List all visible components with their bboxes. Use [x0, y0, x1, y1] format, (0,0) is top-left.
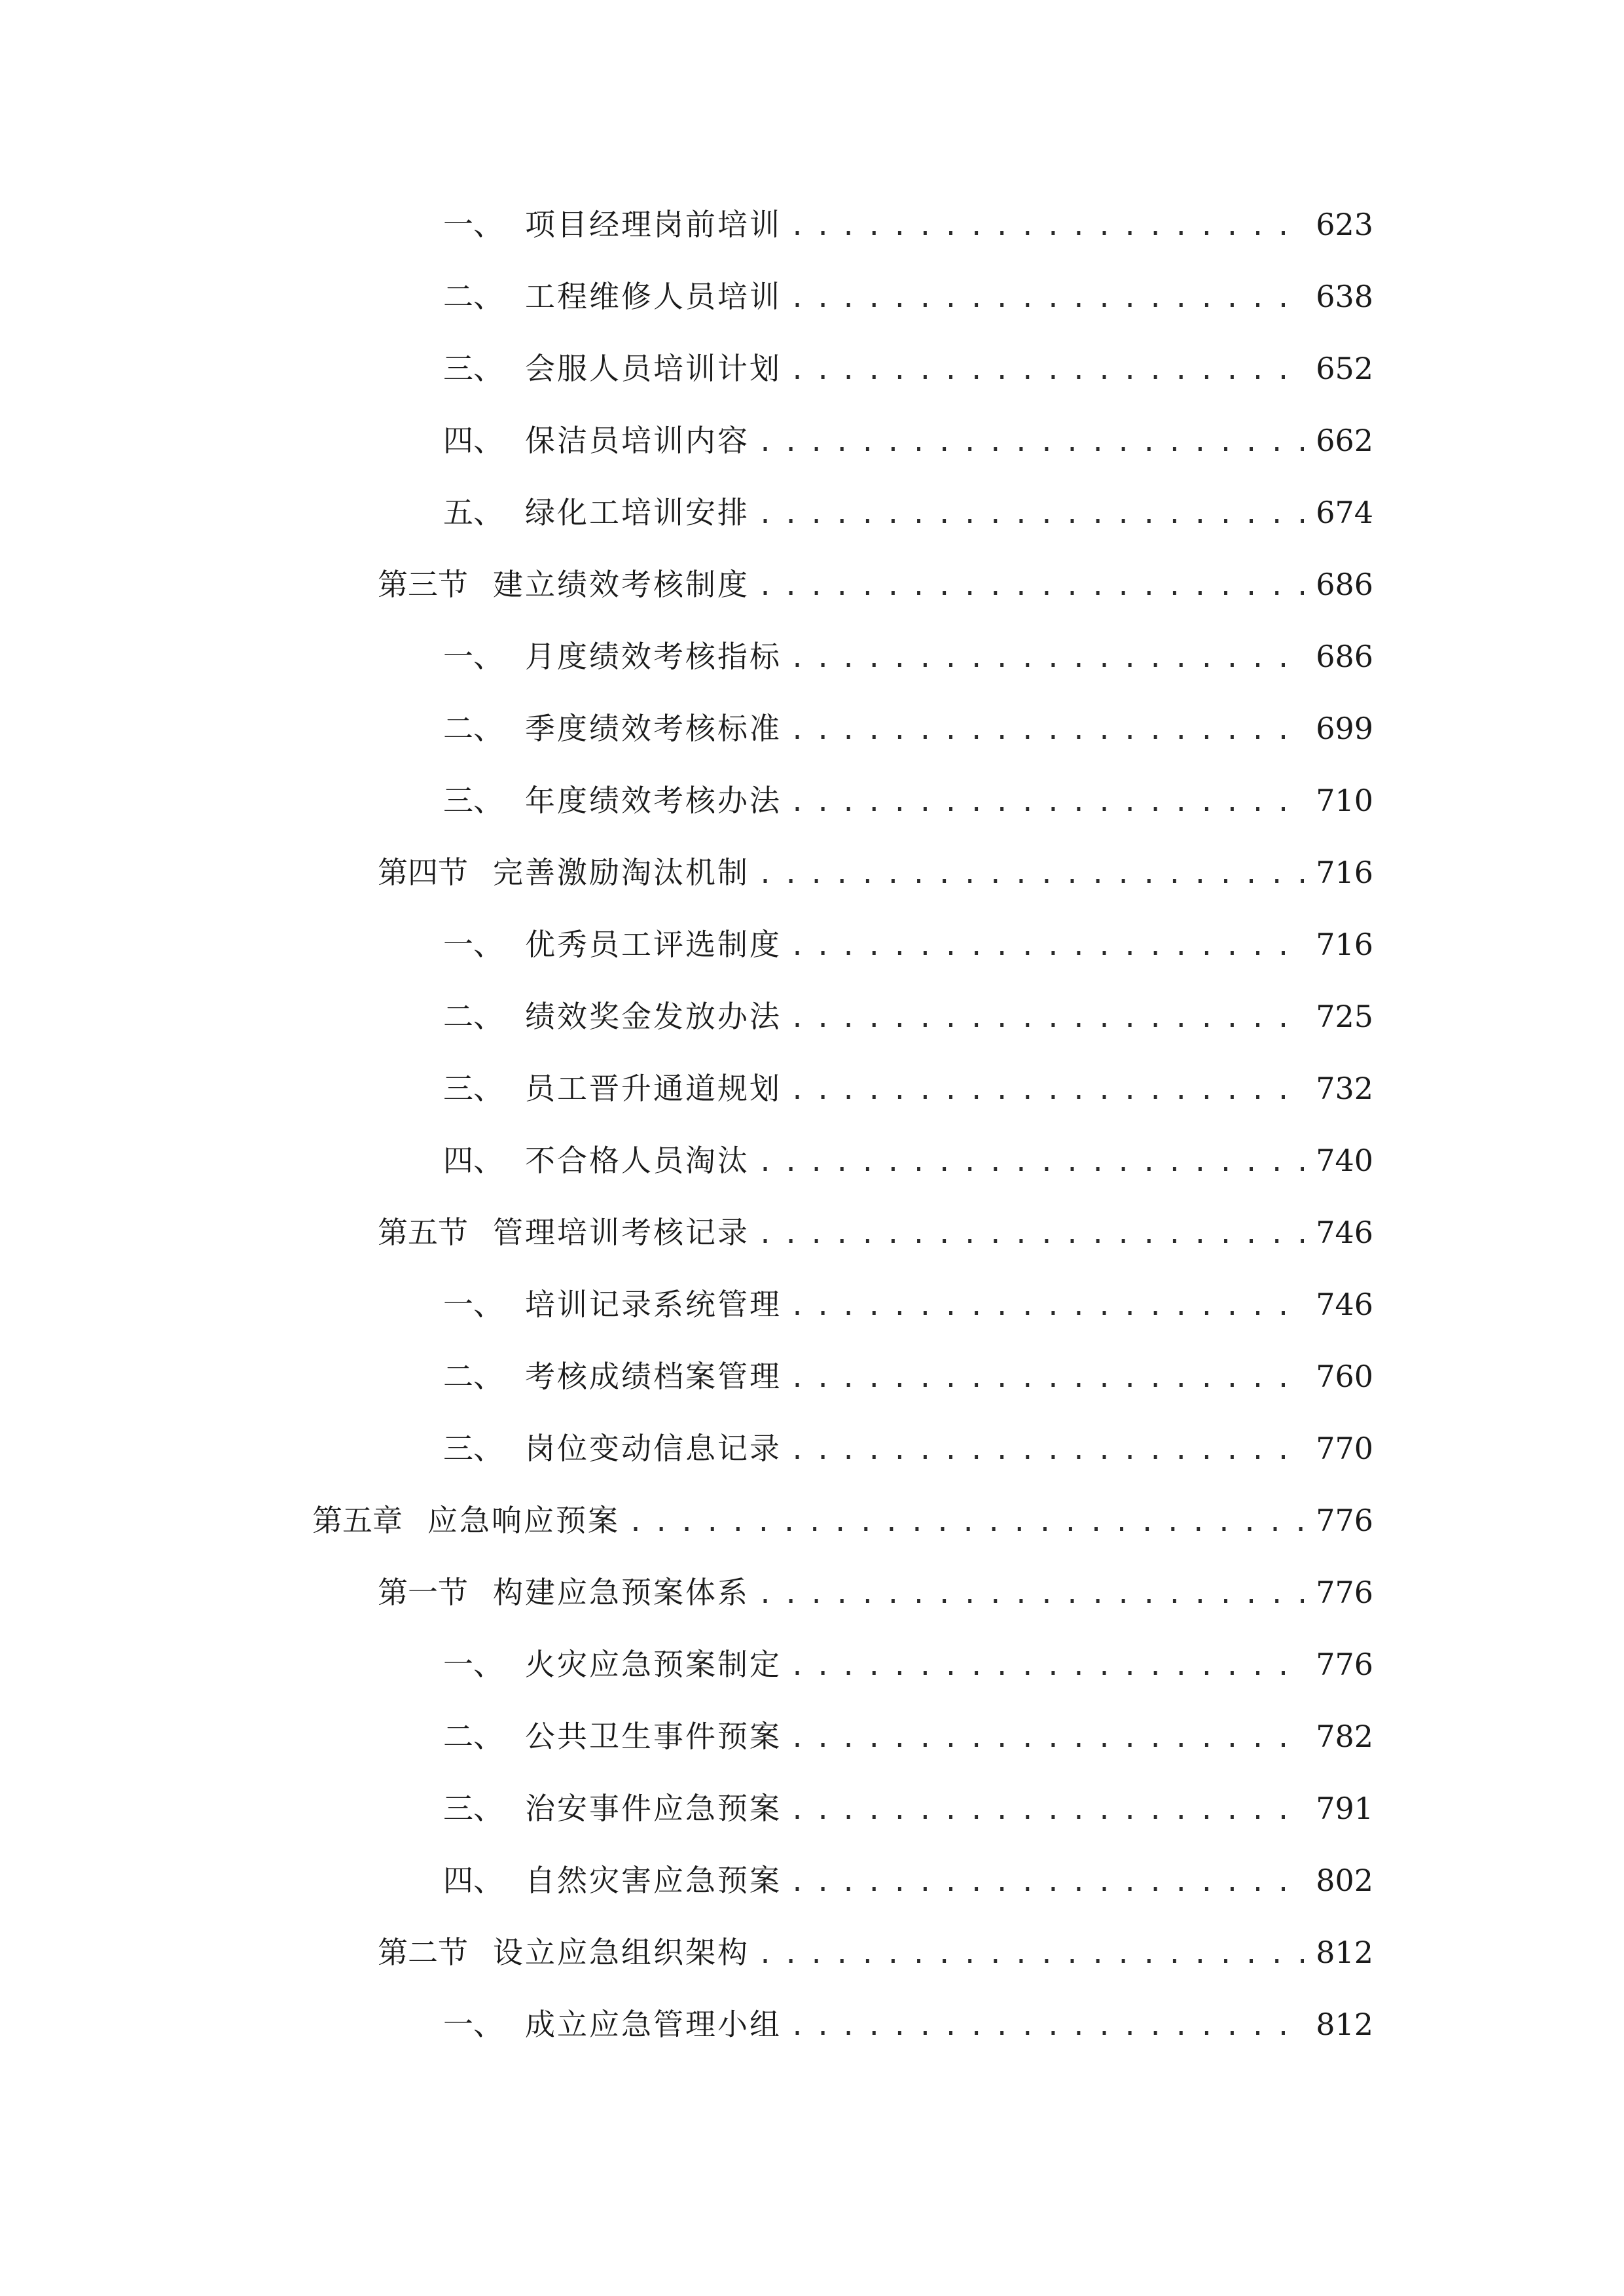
toc-entry-title: 年度绩效考核办法 [525, 783, 782, 818]
toc-entry-title: 保洁员培训内容 [525, 423, 749, 458]
toc-dot-leader [789, 920, 1304, 973]
toc-dot-leader [757, 1208, 1304, 1261]
toc-dot-leader [789, 1424, 1304, 1477]
toc-dot-leader [757, 1136, 1304, 1189]
toc-dot-leader [789, 200, 1304, 253]
toc-entry-number: 二、 [443, 1719, 503, 1754]
toc-entry-title: 公共卫生事件预案 [525, 1719, 782, 1754]
toc-entry-title: 培训记录系统管理 [525, 1287, 782, 1322]
toc-entry-title: 不合格人员淘汰 [525, 1143, 749, 1178]
toc-entry[interactable] [0, 486, 1624, 558]
toc-entry-title: 工程维修人员培训 [525, 279, 782, 314]
toc-entry[interactable] [0, 1134, 1624, 1206]
toc-entry-number: 三、 [443, 1071, 503, 1106]
toc-dot-leader [757, 416, 1304, 469]
toc-entry-number: 第二节 [378, 1935, 468, 1970]
toc-entry-page-number: 662 [1316, 423, 1373, 458]
toc-dot-leader [789, 272, 1304, 325]
toc-entry[interactable] [0, 270, 1624, 342]
toc-dot-leader [757, 848, 1304, 901]
toc-entry-title: 成立应急管理小组 [525, 2007, 782, 2042]
toc-entry[interactable] [0, 1638, 1624, 1710]
toc-entry-page-number: 776 [1316, 1503, 1373, 1538]
toc-entry-title: 会服人员培训计划 [525, 351, 782, 386]
toc-dot-leader [789, 1352, 1304, 1405]
toc-entry[interactable] [0, 918, 1624, 990]
toc-entry-number: 四、 [443, 1863, 503, 1898]
toc-entry-number: 四、 [443, 423, 503, 458]
toc-entry[interactable] [0, 702, 1624, 774]
toc-entry-number: 二、 [443, 711, 503, 746]
toc-entry-number: 二、 [443, 1359, 503, 1394]
toc-entry-page-number: 710 [1316, 783, 1373, 818]
toc-entry[interactable] [0, 198, 1624, 270]
toc-entry[interactable] [0, 1422, 1624, 1494]
toc-entry[interactable] [0, 1278, 1624, 1350]
toc-entry-number: 第五章 [312, 1503, 403, 1538]
toc-dot-leader [789, 1280, 1304, 1333]
toc-entry-number: 二、 [443, 279, 503, 314]
toc-entry-title: 岗位变动信息记录 [525, 1431, 782, 1466]
toc-entry-number: 一、 [443, 639, 503, 674]
toc-entry-number: 一、 [443, 207, 503, 242]
toc-entry-title: 治安事件应急预案 [525, 1791, 782, 1826]
toc-entry[interactable] [0, 846, 1624, 918]
toc-dot-leader [789, 1640, 1304, 1693]
toc-entry[interactable] [0, 1566, 1624, 1638]
toc-entry-page-number: 699 [1316, 711, 1373, 746]
toc-entry-page-number: 674 [1316, 495, 1373, 530]
toc-entry-number: 一、 [443, 927, 503, 962]
toc-dot-leader [757, 560, 1304, 613]
toc-entry-number: 五、 [443, 495, 503, 530]
toc-entry-number: 二、 [443, 999, 503, 1034]
toc-dot-leader [789, 1712, 1304, 1765]
toc-dot-leader [789, 704, 1304, 757]
toc-entry-title: 项目经理岗前培训 [525, 207, 782, 242]
toc-dot-leader [789, 1856, 1304, 1909]
toc-entry-title: 月度绩效考核指标 [525, 639, 782, 674]
toc-entry-number: 三、 [443, 1431, 503, 1466]
toc-entry-page-number: 716 [1316, 855, 1373, 890]
toc-entry-page-number: 812 [1316, 2007, 1373, 2042]
toc-dot-leader [789, 2000, 1304, 2053]
toc-entry[interactable] [0, 1350, 1624, 1422]
toc-entry-number: 三、 [443, 351, 503, 386]
toc-entry-number: 第三节 [378, 567, 468, 602]
toc-entry[interactable] [0, 1206, 1624, 1278]
toc-entry-page-number: 812 [1316, 1935, 1373, 1970]
toc-entry[interactable] [0, 1062, 1624, 1134]
toc-entry-number: 三、 [443, 1791, 503, 1826]
toc-entry-page-number: 638 [1316, 279, 1373, 314]
toc-entry-title: 完善激励淘汰机制 [493, 855, 749, 890]
toc-entry[interactable] [0, 414, 1624, 486]
toc-entry-number: 一、 [443, 1287, 503, 1322]
toc-entry-page-number: 746 [1316, 1287, 1373, 1322]
toc-entry-page-number: 732 [1316, 1071, 1373, 1106]
toc-dot-leader [757, 1928, 1304, 1981]
table-of-contents [0, 198, 1624, 2070]
toc-entry-page-number: 770 [1316, 1431, 1373, 1466]
toc-entry-title: 优秀员工评选制度 [525, 927, 782, 962]
toc-entry-page-number: 652 [1316, 351, 1373, 386]
toc-entry-title: 考核成绩档案管理 [525, 1359, 782, 1394]
toc-dot-leader [789, 992, 1304, 1045]
toc-entry-title: 季度绩效考核标准 [525, 711, 782, 746]
toc-dot-leader [757, 488, 1304, 541]
toc-entry-page-number: 725 [1316, 999, 1373, 1034]
toc-entry-number: 第五节 [378, 1215, 468, 1250]
toc-entry-page-number: 746 [1316, 1215, 1373, 1250]
toc-entry[interactable] [0, 558, 1624, 630]
toc-entry-title: 建立绩效考核制度 [493, 567, 749, 602]
toc-entry-number: 第四节 [378, 855, 468, 890]
toc-entry-number: 一、 [443, 2007, 503, 2042]
toc-entry-page-number: 686 [1316, 567, 1373, 602]
toc-dot-leader [789, 1784, 1304, 1837]
toc-entry-title: 火灾应急预案制定 [525, 1647, 782, 1682]
toc-entry-page-number: 740 [1316, 1143, 1373, 1178]
toc-dot-leader [789, 776, 1304, 829]
toc-entry-title: 管理培训考核记录 [493, 1215, 749, 1250]
toc-entry[interactable] [0, 1854, 1624, 1926]
toc-entry-number: 一、 [443, 1647, 503, 1682]
toc-entry-page-number: 760 [1316, 1359, 1373, 1394]
toc-entry-page-number: 782 [1316, 1719, 1373, 1754]
toc-entry-title: 设立应急组织架构 [493, 1935, 749, 1970]
toc-entry-number: 三、 [443, 783, 503, 818]
toc-entry[interactable] [0, 1782, 1624, 1854]
toc-dot-leader [757, 1568, 1304, 1621]
toc-entry[interactable] [0, 1494, 1624, 1566]
toc-entry-title: 自然灾害应急预案 [525, 1863, 782, 1898]
toc-entry-title: 应急响应预案 [427, 1503, 620, 1538]
toc-entry-page-number: 686 [1316, 639, 1373, 674]
toc-entry[interactable] [0, 1710, 1624, 1782]
toc-entry-title: 绩效奖金发放办法 [525, 999, 782, 1034]
toc-dot-leader [789, 1064, 1304, 1117]
toc-dot-leader [789, 344, 1304, 397]
toc-dot-leader [789, 632, 1304, 685]
toc-entry-title: 构建应急预案体系 [493, 1575, 749, 1610]
toc-entry[interactable] [0, 630, 1624, 702]
toc-entry-title: 绿化工培训安排 [525, 495, 749, 530]
toc-entry[interactable] [0, 342, 1624, 414]
toc-entry-page-number: 716 [1316, 927, 1373, 962]
toc-entry-page-number: 623 [1316, 207, 1373, 242]
toc-entry-page-number: 776 [1316, 1647, 1373, 1682]
toc-entry[interactable] [0, 990, 1624, 1062]
toc-entry-page-number: 776 [1316, 1575, 1373, 1610]
toc-entry-number: 四、 [443, 1143, 503, 1178]
toc-entry[interactable] [0, 1926, 1624, 1998]
toc-entry[interactable] [0, 774, 1624, 846]
toc-entry-number: 第一节 [378, 1575, 468, 1610]
toc-entry-title: 员工晋升通道规划 [525, 1071, 782, 1106]
toc-entry[interactable] [0, 1998, 1624, 2070]
toc-entry-page-number: 791 [1316, 1791, 1373, 1826]
toc-entry-page-number: 802 [1316, 1863, 1373, 1898]
toc-dot-leader [628, 1496, 1304, 1549]
